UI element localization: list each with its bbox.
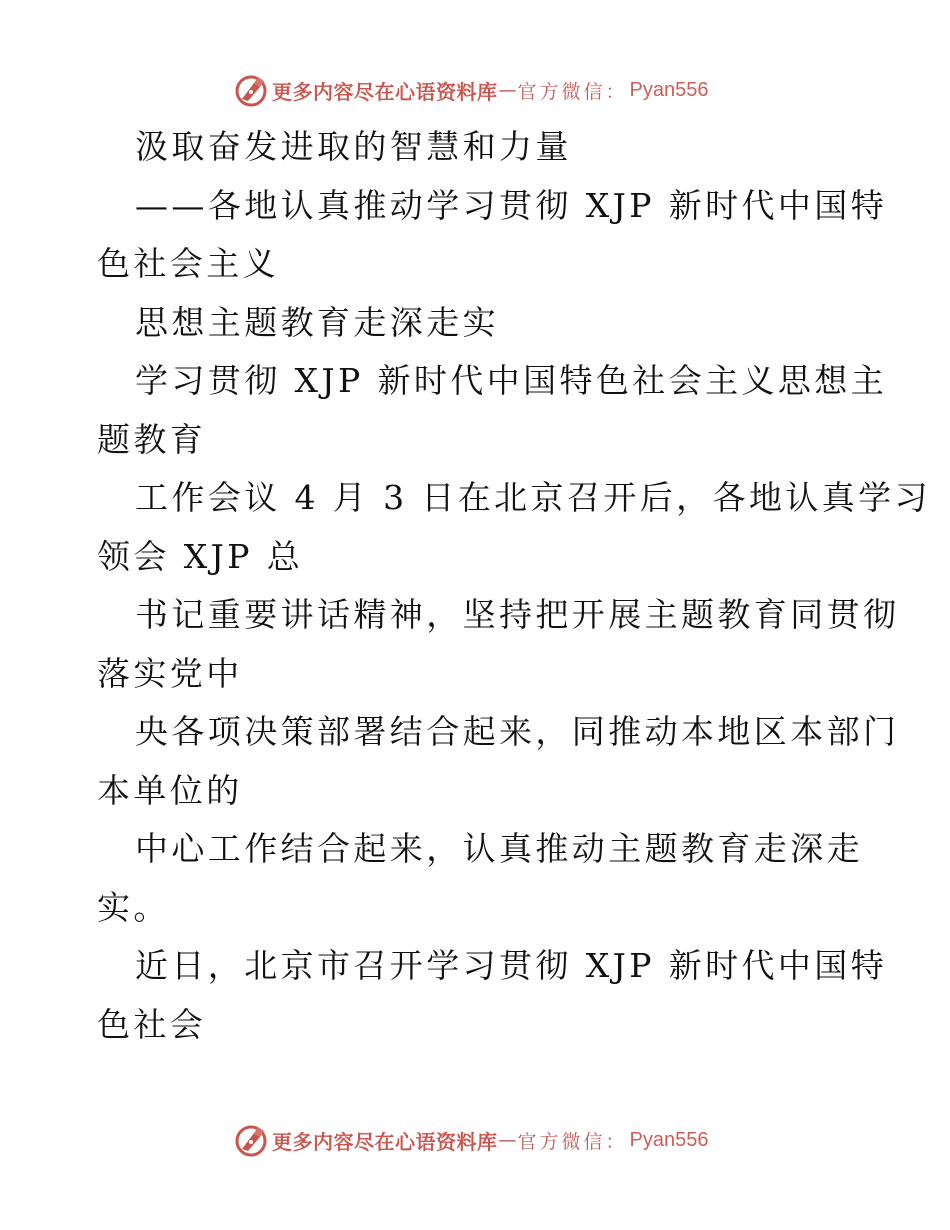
body-text-line: 学习贯彻 XJP 新时代中国特色社会主义思想主 bbox=[135, 361, 888, 400]
body-text-line: 落实党中 bbox=[97, 653, 243, 693]
body-text-line: 中心工作结合起来，认真推动主题教育走深走 bbox=[135, 829, 863, 868]
footer-promo-text: 更多内容尽在心语资料库 bbox=[272, 1129, 498, 1154]
header-banner bbox=[234, 72, 714, 108]
body-text-line: 领会 XJP 总 bbox=[97, 536, 304, 576]
body-text-line: 思想主题教育走深走实 bbox=[135, 302, 499, 342]
body-text-line: 色社会 bbox=[97, 1004, 207, 1044]
body-text-line: 实。 bbox=[97, 887, 170, 927]
header-promo-text: 更多内容尽在心语资料库 bbox=[272, 79, 498, 104]
body-text-line: 央各项决策部署结合起来，同推动本地区本部门 bbox=[135, 712, 900, 751]
pen-nib-logo-icon bbox=[234, 1123, 268, 1157]
body-text-line: 本单位的 bbox=[97, 770, 243, 810]
footer-wechat-label: 官方微信： bbox=[517, 1130, 628, 1153]
body-text-line: 工作会议 4 月 3 日在北京召开后，各地认真学习 bbox=[135, 478, 931, 517]
body-text-line: 书记重要讲话精神，坚持把开展主题教育同贯彻 bbox=[135, 595, 900, 634]
header-dash: — bbox=[498, 79, 517, 101]
body-text-line: ——各地认真推动学习贯彻 XJP 新时代中国特 bbox=[135, 185, 888, 225]
body-text-line: 色社会主义 bbox=[97, 244, 279, 283]
document-body bbox=[97, 118, 931, 1054]
header-wechat-id: Pyan556 bbox=[629, 78, 709, 101]
footer-dash: — bbox=[498, 1129, 517, 1151]
body-text-line: 近日，北京市召开学习贯彻 XJP 新时代中国特 bbox=[135, 946, 888, 985]
body-text-line: 题教育 bbox=[97, 419, 207, 459]
header-wechat-label: 官方微信： bbox=[517, 80, 628, 103]
body-text-line: 汲取奋发进取的智慧和力量 bbox=[135, 127, 572, 166]
footer-wechat-id: Pyan556 bbox=[629, 1128, 709, 1151]
footer-banner bbox=[234, 1122, 714, 1158]
pen-nib-logo-icon bbox=[234, 73, 268, 107]
